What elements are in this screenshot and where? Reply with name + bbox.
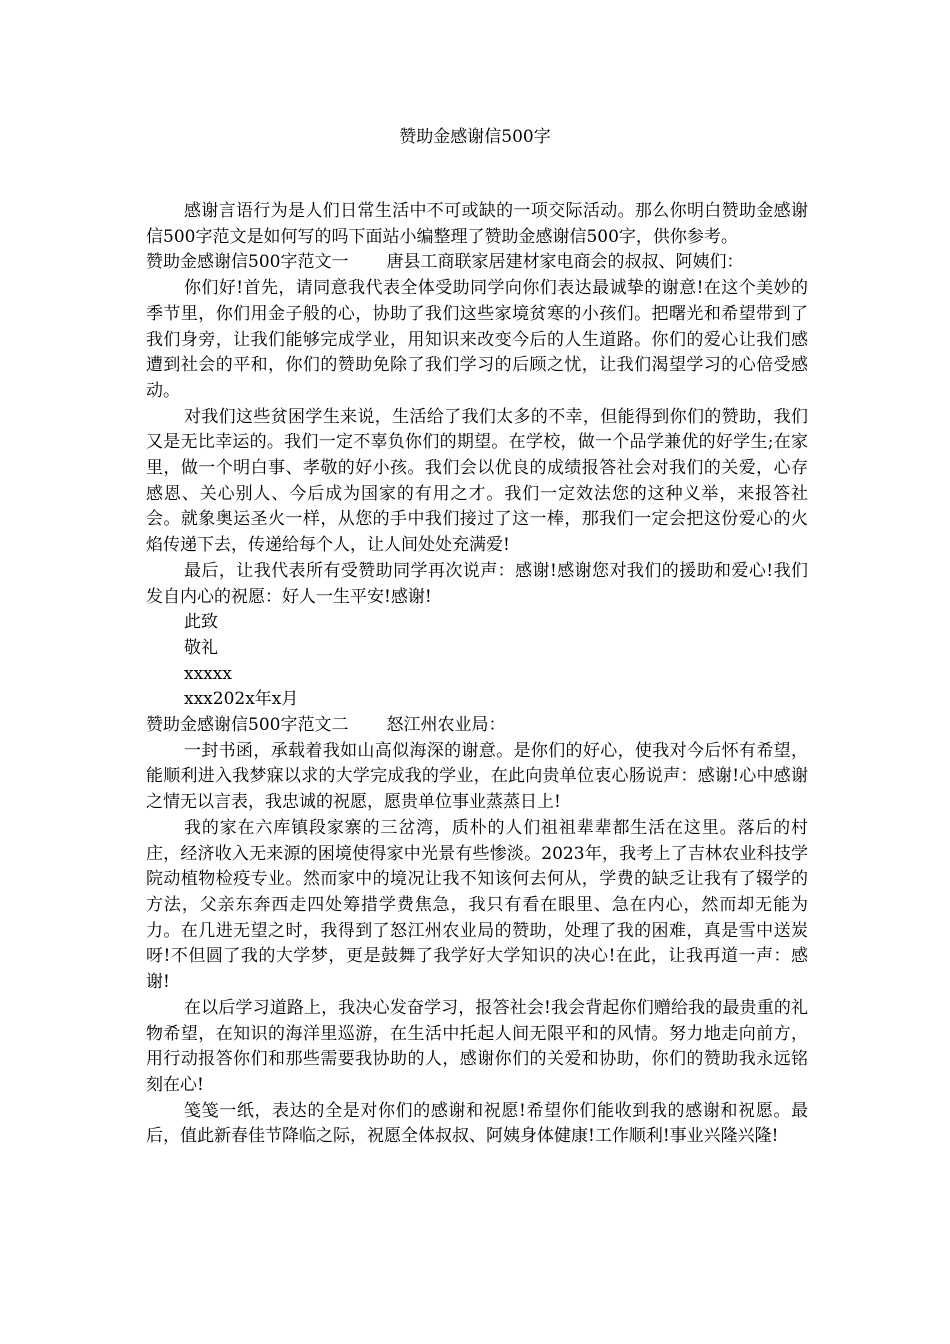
letter1-header-line	[146, 250, 808, 276]
letter1-paragraph: 对我们这些贫困学生来说，生活给了我们太多的不幸，但能得到你们的赞助，我们又是无比幸运的。我们一定不辜负你们的期望。在学校，做一个品学兼优的好学生;在家里，做一个明白事、孝敬的好小孩。我们会以优良的成绩报答社会对我们的关爱，心存感恩、关心别人、今后成为国家的有用之才。我们一定效法您的这种义举，来报答社会。就象奥运圣火一样，从您的手中我们接过了这一棒，那我们一定会把这份爱心的火焰传递下去，传递给每个人，让人间处处充满爱!	[146, 406, 808, 556]
letter2-paragraph: 我的家在六库镇段家寨的三岔湾，质朴的人们祖祖辈辈都生活在这里。落后的村庄，经济收入无来源的困境使得家中光景有些惨淡。2023年，我考上了吉林农业科技学院动植物检疫专业。然而家中的境况让我不知该何去何从，学费的缺乏让我有了辍学的方法，父亲东奔西走四处筹措学费焦急，我只有看在眼里、急在内心，然而却无能为力。在几进无望之时，我得到了怒江州农业局的赞助，处理了我的困难，真是雪中送炭呀!不但圆了我的大学梦，更是鼓舞了我学好大学知识的决心!在此，让我再道一声：感谢!	[146, 817, 808, 993]
letter2-heading: 赞助金感谢信500字范文二	[146, 715, 349, 736]
intro-paragraph: 感谢言语行为是人们日常生活中不可或缺的一项交际活动。那么你明白赞助金感谢信500字范文是如何写的吗下面站小编整理了赞助金感谢信500字，供你参考。	[146, 201, 808, 247]
letter2-header-line	[146, 713, 808, 739]
letter1-closing-2: 敬礼	[184, 637, 218, 658]
letter1-salutation: 唐县工商联家居建材家电商会的叔叔、阿姨们：	[386, 252, 744, 273]
letter2-paragraph: 笺笺一纸，表达的全是对你们的感谢和祝愿!希望你们能收到我的感谢和祝愿。最后，值此新春佳节降临之际，祝愿全体叔叔、阿姨身体健康!工作顺利!事业兴隆兴隆!	[146, 1100, 808, 1147]
letter1-paragraph: 最后，让我代表所有受赞助同学再次说声：感谢!感谢您对我们的援助和爱心!我们发自内心的祝愿：好人一生平安!感谢!	[146, 560, 808, 607]
letter2-paragraph: 在以后学习道路上，我决心发奋学习，报答社会!我会背起你们赠给我的最贵重的礼物希望，在知识的海洋里巡游，在生活中托起人间无限平和的风情。努力地走向前方，用行动报答你们和那些需要我协助的人，感谢你们的关爱和协助，你们的赞助我永远铭刻在心!	[146, 997, 808, 1095]
document-title: 赞助金感谢信500字	[399, 127, 551, 147]
letter2-salutation: 怒江州农业局：	[386, 715, 506, 736]
document-body	[146, 199, 808, 1150]
letter1-heading: 赞助金感谢信500字范文一	[146, 252, 349, 273]
letter1-signature: xxxxx	[184, 663, 232, 684]
letter1-paragraph: 你们好!首先，请同意我代表全体受助同学向你们表达最诚挚的谢意!在这个美妙的季节里，你们用金子般的心，协助了我们这些家境贫寒的小孩们。把曙光和希望带到了我们身旁，让我们能够完成学业，用知识来改变今后的人生道路。你们的爱心让我们感遭到社会的平和，你们的赞助免除了我们学习的后顾之忧，让我们渴望学习的心倍受感动。	[146, 278, 808, 401]
letter1-date: xxx202x年x月	[184, 689, 299, 710]
letter2-paragraph: 一封书函，承载着我如山高似海深的谢意。是你们的好心，使我对今后怀有希望，能顺利进入我梦寐以求的大学完成我的学业，在此向贵单位衷心肠说声：感谢!心中感谢之情无以言表，我忠诚的祝愿，愿贵单位事业蒸蒸日上!	[146, 740, 808, 813]
letter1-closing-1: 此致	[184, 612, 218, 633]
